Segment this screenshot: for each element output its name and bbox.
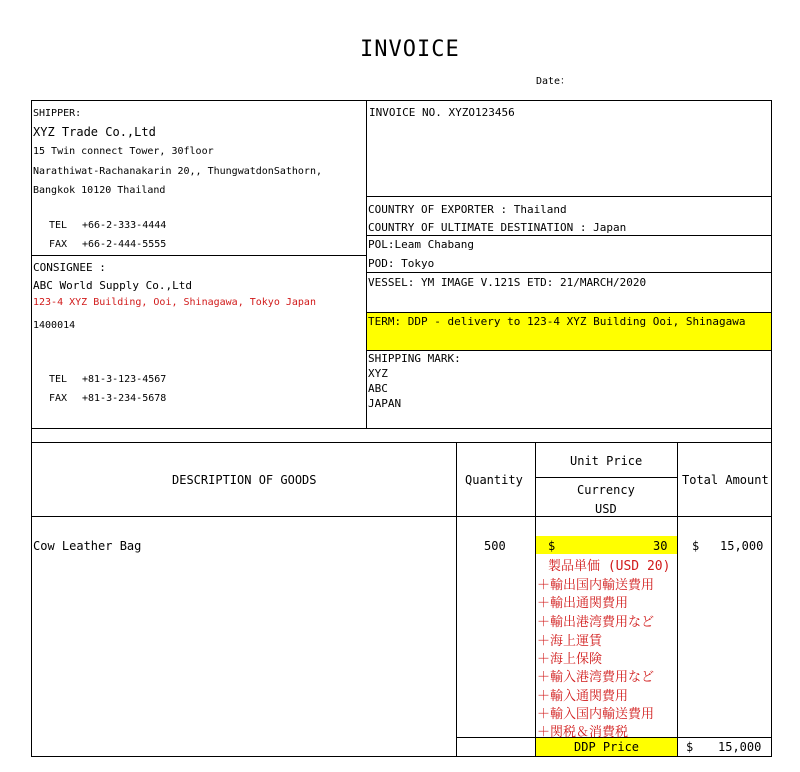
shipper-tel-label: TEL	[49, 220, 68, 231]
breakdown-line: ＋海上保険	[537, 652, 603, 667]
consignee-name: ABC World Supply Co.,Ltd	[33, 279, 192, 292]
rule-4	[366, 312, 771, 313]
consignee-tel: +81-3-123-4567	[82, 374, 167, 385]
breakdown-line: ＋輸出通関費用	[537, 596, 629, 611]
consignee-label: CONSIGNEE :	[33, 261, 106, 274]
invoice-title: INVOICE	[360, 37, 460, 62]
consignee-tel-label: TEL	[49, 374, 68, 385]
invoice-number: INVOICE NO. XYZO123456	[369, 106, 515, 119]
port-of-discharge: POD: Tokyo	[368, 257, 435, 270]
currency-value: USD	[595, 502, 617, 516]
item-unit-currency: $	[548, 539, 556, 553]
shipper-fax-label: FAX	[49, 239, 68, 250]
table-border-bottom	[31, 756, 772, 757]
rule-2	[366, 235, 771, 236]
rule-6	[31, 428, 772, 429]
rule-11	[456, 442, 457, 757]
rule-1	[366, 196, 771, 197]
breakdown-line: 製品単価 (USD 20)	[548, 559, 671, 574]
breakdown-line: ＋輸入国内輸送費用	[537, 707, 655, 722]
breakdown-line: ＋輸出国内輸送費用	[537, 578, 655, 593]
rule-12	[535, 442, 536, 757]
total-amount-header: Total Amount	[682, 473, 769, 487]
shipper-label: SHIPPER:	[33, 108, 82, 119]
rule-5	[366, 350, 771, 351]
ddp-total: 15,000	[718, 740, 762, 754]
item-total: 15,000	[720, 539, 764, 553]
unit-price-header: Unit Price	[570, 454, 643, 468]
delivery-term: TERM: DDP - delivery to 123-4 XYZ Building Ooi, Shinagawa	[368, 315, 746, 328]
shipper-tel: +66-2-333-4444	[82, 220, 167, 231]
shipping-mark-line-1: XYZ	[368, 367, 388, 380]
rule-7	[31, 442, 772, 443]
breakdown-line: ＋輸出港湾費用など	[537, 615, 655, 630]
quantity-header: Quantity	[465, 473, 523, 487]
consignee-fax: +81-3-234-5678	[82, 393, 167, 404]
consignee-postal: 1400014	[33, 320, 76, 331]
date-label: Date：	[536, 76, 571, 87]
vessel-info: VESSEL: YM IMAGE V.121S ETD: 21/MARCH/2020	[368, 276, 647, 289]
rule-3	[366, 272, 771, 273]
breakdown-line: ＋関税＆消費税	[537, 725, 629, 740]
item-unit-price: 30	[653, 539, 668, 553]
shipper-consignee-divider	[31, 255, 366, 256]
header-divider	[366, 100, 367, 428]
port-of-loading: POL:Leam Chabang	[368, 238, 474, 251]
rule-8	[535, 477, 677, 478]
consignee-fax-label: FAX	[49, 393, 68, 404]
consignee-address: 123-4 XYZ Building, Ooi, Shinagawa, Tokyo Japan	[33, 297, 316, 308]
item-total-currency: $	[692, 539, 700, 553]
item-description: Cow Leather Bag	[33, 539, 142, 553]
item-quantity: 500	[484, 539, 506, 553]
breakdown-line: ＋輸入通関費用	[537, 689, 629, 704]
description-header: DESCRIPTION OF GOODS	[172, 473, 317, 487]
country-of-exporter: COUNTRY OF EXPORTER : Thailand	[368, 203, 567, 216]
breakdown-line: ＋輸入港湾費用など	[537, 670, 655, 685]
shipping-mark-line-3: JAPAN	[368, 397, 402, 410]
breakdown-line: ＋海上運賃	[537, 634, 603, 649]
shipping-mark-label: SHIPPING MARK:	[368, 352, 461, 365]
shipper-fax: +66-2-444-5555	[82, 239, 167, 250]
rule-13	[677, 442, 678, 757]
rule-9	[31, 516, 772, 517]
shipper-name: XYZ Trade Co.,Ltd	[33, 125, 156, 139]
currency-label: Currency	[577, 483, 635, 497]
shipping-mark-line-2: ABC	[368, 382, 388, 395]
ddp-price-label: DDP Price	[574, 740, 640, 754]
country-of-destination: COUNTRY OF ULTIMATE DESTINATION : Japan	[368, 221, 627, 234]
shipper-address-1: 15 Twin connect Tower, 30floor	[33, 146, 214, 157]
shipper-address-3: Bangkok 10120 Thailand	[33, 185, 166, 196]
shipper-address-2: Narathiwat-Rachanakarin 20,, ThungwatdonSathorn,	[33, 166, 322, 177]
table-border-top	[31, 100, 772, 101]
ddp-total-currency: $	[686, 740, 694, 754]
